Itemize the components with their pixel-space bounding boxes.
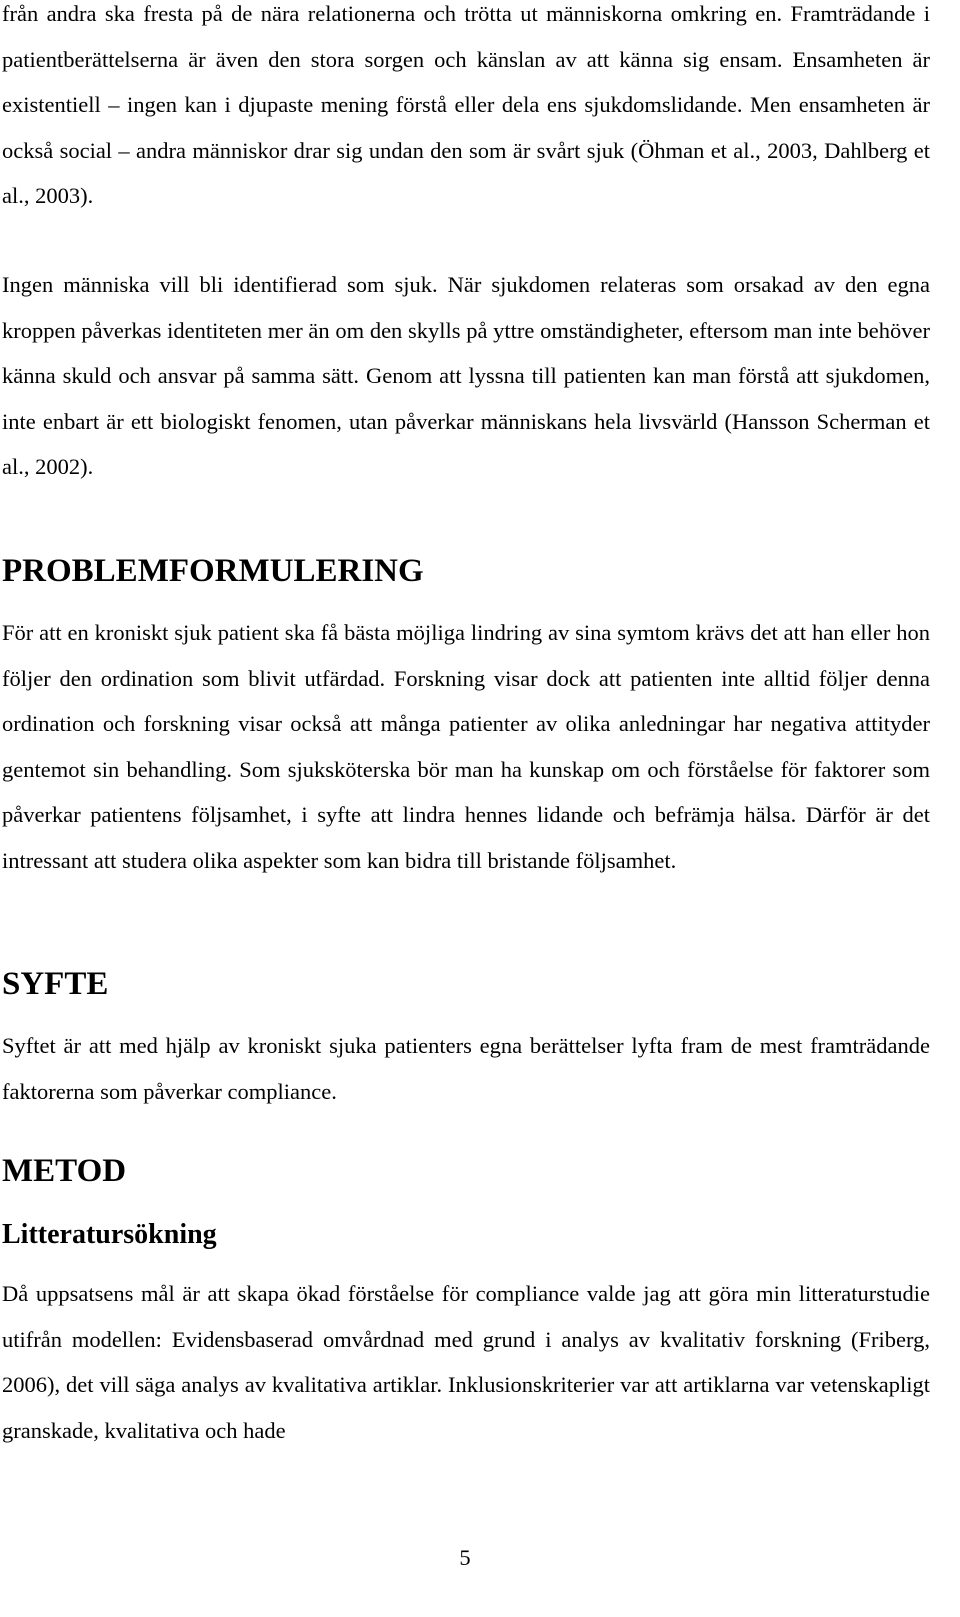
paragraph-aim: Syftet är att med hjälp av kroniskt sjuka patienters egna berättelser lyfta fram de mest framträdande faktorerna som påverkar compliance. [2,1033,930,1104]
paragraph-identity: Ingen människa vill bli identifierad som sjuk. När sjukdomen relateras som orsakad av den egna kroppen påverkas identiteten mer än om den skylls på yttre omständigheter, eftersom man inte behöver känna skuld och ansvar på samma sätt. Genom att lyssna till patienten kan man förstå att sjukdomen, inte enbart är ett biologiskt fenomen, utan påverkar människans hela livsvärld (Hansson Scherman et al., 2002). [2,272,930,479]
heading-litteratursokning: Litteratursökning [2,1219,217,1250]
paragraph-problem: För att en kroniskt sjuk patient ska få bästa möjliga lindring av sina symtom krävs det att han eller hon följer den ordination som blivit utfärdad. Forskning visar dock att patienten inte alltid följer denna ordination och forskning visar också att många patienter av olika anledningar har negativa attityder gentemot sin behandling. Som sjuksköterska bör man ha kunskap om och förståelse för faktorer som påverkar patientens följsamhet, i syfte att lindra hennes lidande och befrämja hälsa. Därför är det intressant att studera olika aspekter som kan bidra till bristande följsamhet. [2,620,930,873]
heading-problemformulering: PROBLEMFORMULERING [2,553,424,589]
heading-metod: METOD [2,1153,127,1189]
paragraph-literature-search: Då uppsatsens mål är att skapa ökad förståelse för compliance valde jag att göra min litteraturstudie utifrån modellen: Evidensbaserad omvårdnad med grund i analys av kvalitativ forskning (Friberg, 2006), det vill säga analys av kvalitativa artiklar. Inklusionskriterier var att artiklarna var vetenskapligt granskade, kvalitativa och hade [2,1281,930,1443]
page-number: 5 [459,1545,471,1570]
heading-syfte: SYFTE [2,966,109,1002]
paragraph-intro-continuation: från andra ska fresta på de nära relationerna och trötta ut människorna omkring en. Framträdande i patientberättelserna är även den stora sorgen och känslan av att känna sig ensam. Ensamheten är existentiell – ingen kan i djupaste mening förstå eller dela ens sjukdomslidande. Men ensamheten är också social – andra människor drar sig undan den som är svårt sjuk (Öhman et al., 2003, Dahlberg et al., 2003). [2,1,930,208]
